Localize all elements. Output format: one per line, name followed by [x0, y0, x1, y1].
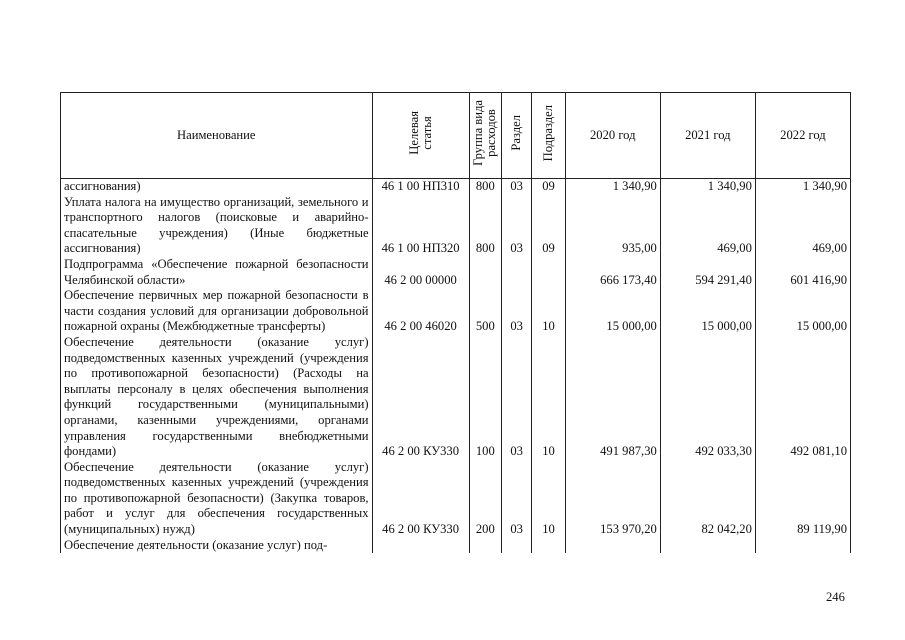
- row-subsection: 10: [532, 335, 565, 460]
- table-header-row: [61, 93, 851, 179]
- header-year-2021: 2021 год: [660, 93, 755, 179]
- table-row: [61, 538, 851, 554]
- row-subsection: [532, 257, 565, 288]
- row-expense-group: 200: [469, 460, 501, 538]
- row-expense-group: 500: [469, 288, 501, 335]
- row-amount-2021: [660, 538, 755, 554]
- row-amount-2022: 469,00: [755, 195, 850, 257]
- header-year-2020: 2020 год: [565, 93, 660, 179]
- row-section: 03: [502, 335, 532, 460]
- table-row: [61, 335, 851, 460]
- row-name: Подпрограмма «Обеспечение пожарной безопасности Челябинской области»: [61, 257, 373, 288]
- row-subsection: 10: [532, 460, 565, 538]
- row-subsection: 09: [532, 195, 565, 257]
- row-amount-2022: [755, 538, 850, 554]
- row-amount-2021: 82 042,20: [660, 460, 755, 538]
- row-target-article: [372, 538, 469, 554]
- row-amount-2021: 15 000,00: [660, 288, 755, 335]
- header-name: Наименование: [61, 93, 373, 179]
- row-expense-group: 800: [469, 179, 501, 195]
- row-expense-group: 800: [469, 195, 501, 257]
- row-expense-group: [469, 257, 501, 288]
- row-subsection: 10: [532, 288, 565, 335]
- row-amount-2022: 89 119,90: [755, 460, 850, 538]
- header-subsection: Подраздел: [532, 93, 565, 179]
- row-amount-2022: 15 000,00: [755, 288, 850, 335]
- row-amount-2020: 666 173,40: [565, 257, 660, 288]
- row-section: 03: [502, 195, 532, 257]
- header-section: Раздел: [502, 93, 532, 179]
- page-number: 246: [826, 590, 845, 604]
- row-amount-2020: [565, 538, 660, 554]
- row-amount-2020: 15 000,00: [565, 288, 660, 335]
- row-name: Обеспечение деятельности (оказание услуг) под-: [61, 538, 373, 554]
- row-subsection: [532, 538, 565, 554]
- row-section: [502, 538, 532, 554]
- row-section: 03: [502, 460, 532, 538]
- row-amount-2020: 935,00: [565, 195, 660, 257]
- row-target-article: 46 1 00 НП310: [372, 179, 469, 195]
- table-row: [61, 288, 851, 335]
- row-name: Обеспечение первичных мер пожарной безопасности в части создания условий для организации добровольной пожарной охраны (Межбюджетные трансферты): [61, 288, 373, 335]
- row-name: Обеспечение деятельности (оказание услуг) подведомственных казенных учреждений (учреждения по противопожарной безопасности) (Расходы на выплаты персоналу в целях обеспечения выполнения функций государственными (муниципальными) органами, казенными учреждениями, органами управления государственными внебюджетными фондами): [61, 335, 373, 460]
- row-amount-2021: 594 291,40: [660, 257, 755, 288]
- row-amount-2020: 1 340,90: [565, 179, 660, 195]
- header-expense-group: Группа вида расходов: [469, 93, 501, 179]
- row-target-article: 46 2 00 КУ330: [372, 335, 469, 460]
- header-year-2022: 2022 год: [755, 93, 850, 179]
- table-row: [61, 179, 851, 195]
- row-section: [502, 257, 532, 288]
- row-target-article: 46 2 00 КУ330: [372, 460, 469, 538]
- row-amount-2022: 492 081,10: [755, 335, 850, 460]
- row-expense-group: [469, 538, 501, 554]
- row-amount-2022: 1 340,90: [755, 179, 850, 195]
- header-target-article: Целевая статья: [372, 93, 469, 179]
- row-name: Обеспечение деятельности (оказание услуг) подведомственных казенных учреждений (учреждения по противопожарной безопасности) (Закупка товаров, работ и услуг для обеспечения государственных (муниципальных) нужд): [61, 460, 373, 538]
- table-row: [61, 460, 851, 538]
- row-name: ассигнования): [61, 179, 373, 195]
- row-amount-2021: 1 340,90: [660, 179, 755, 195]
- row-target-article: 46 1 00 НП320: [372, 195, 469, 257]
- budget-table: [60, 92, 851, 553]
- row-expense-group: 100: [469, 335, 501, 460]
- row-target-article: 46 2 00 00000: [372, 257, 469, 288]
- row-section: 03: [502, 288, 532, 335]
- row-amount-2020: 153 970,20: [565, 460, 660, 538]
- table-row: [61, 195, 851, 257]
- row-amount-2021: 469,00: [660, 195, 755, 257]
- row-amount-2021: 492 033,30: [660, 335, 755, 460]
- row-amount-2020: 491 987,30: [565, 335, 660, 460]
- row-amount-2022: 601 416,90: [755, 257, 850, 288]
- row-subsection: 09: [532, 179, 565, 195]
- row-name: Уплата налога на имущество организаций, земельного и транспортного налогов (поисковые и аварийно-спасательные учреждения) (Иные бюджетные ассигнования): [61, 195, 373, 257]
- row-target-article: 46 2 00 46020: [372, 288, 469, 335]
- row-section: 03: [502, 179, 532, 195]
- table-row: [61, 257, 851, 288]
